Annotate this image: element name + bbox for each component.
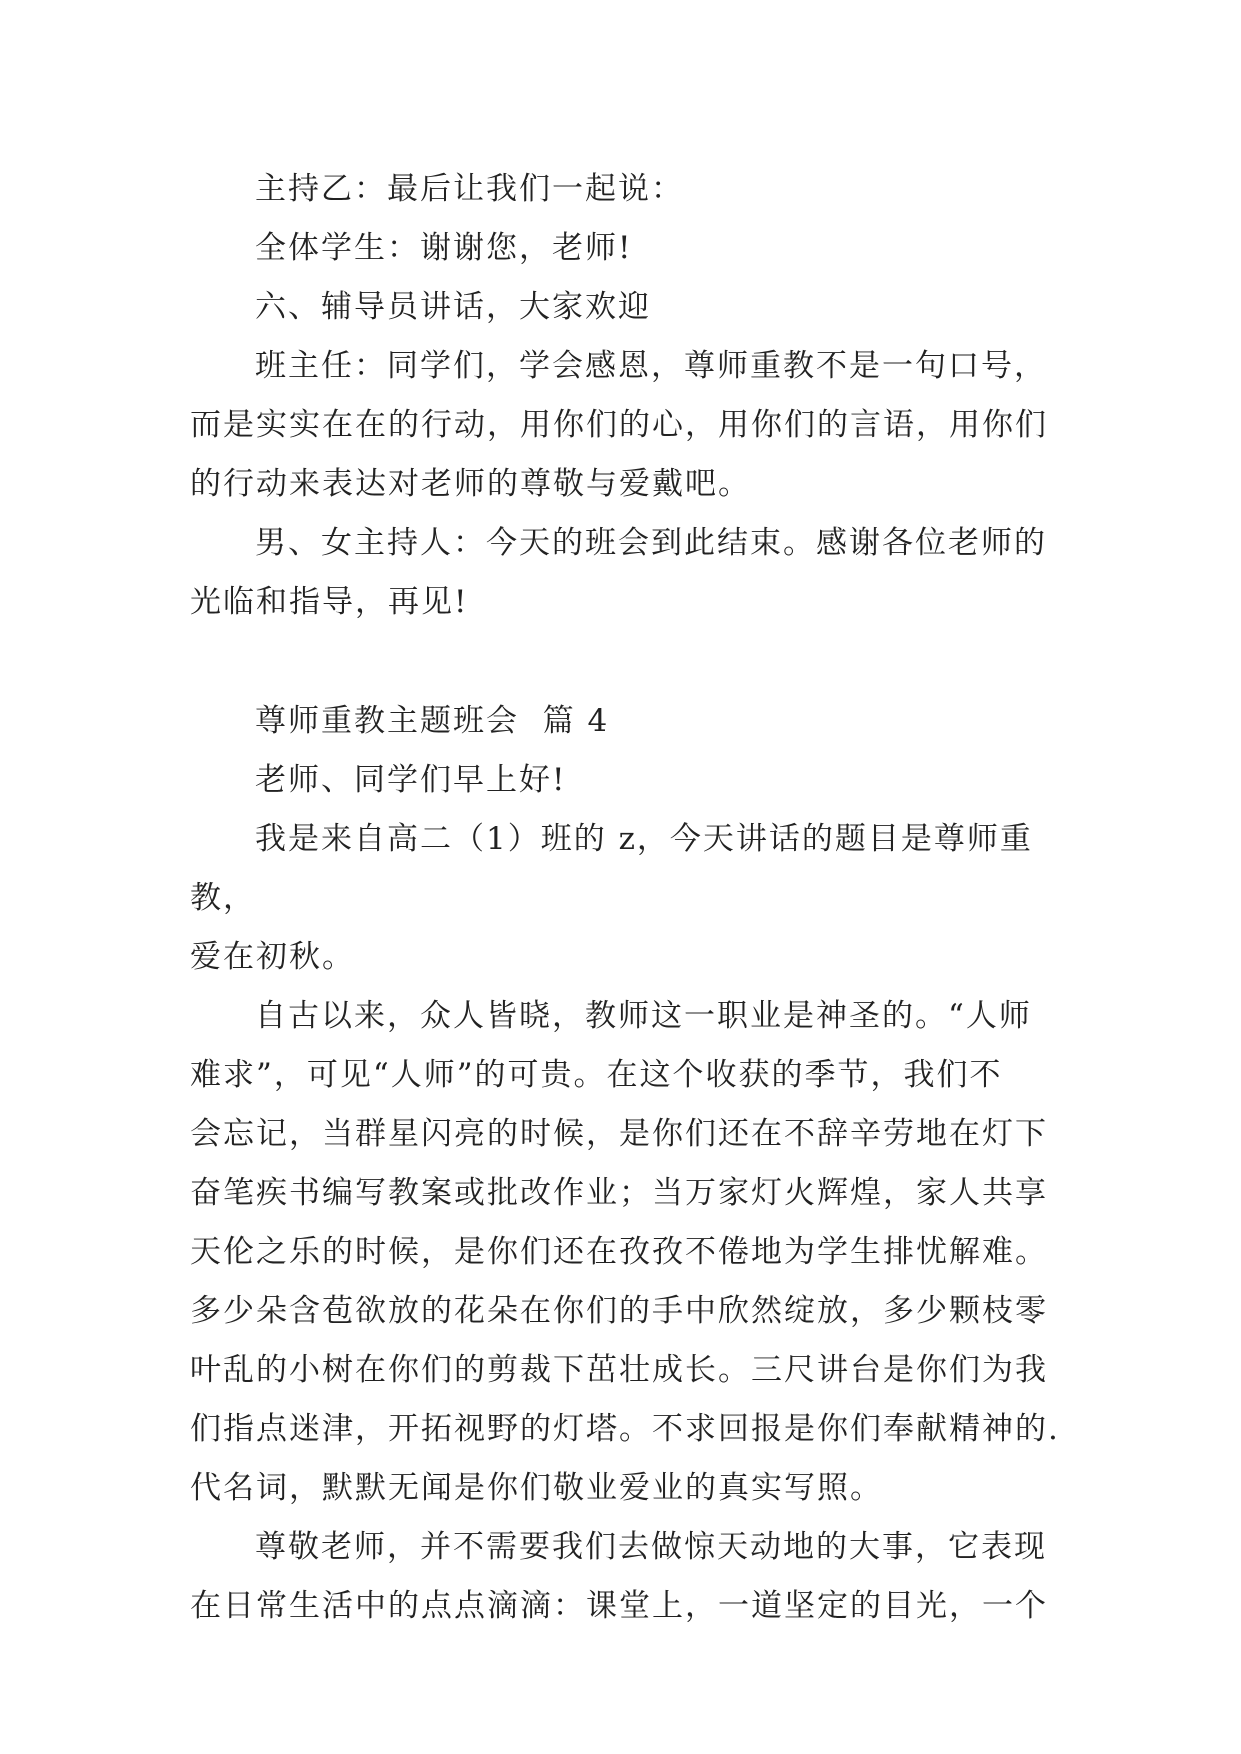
- paragraph: 六、辅导员讲话，大家欢迎: [255, 289, 651, 325]
- paragraph: 自古以来，众人皆晓，教师这一职业是神圣的。“人师 难求”，可见“人师”的可贵。在这个收获的季节，我们不 会忘记，当群星闪亮的时候，是你们还在不辞辛劳地在灯下 奋笔疾书编写教案或批改作业；当万家灯火辉煌，家人共享 天伦之乐的时候，是你们还在孜孜不倦地为学生排忧解难。 多少朵含苞欲放的花朵在你们的手中欣然绽放，多少颗枝零 叶乱的小树在你们的剪裁下茁壮成长。三尺讲台是你们为我 们指点迷津，开拓视野的灯塔。不求回报是你们奉献精神的. 代名词，默默无闻是你们敬业爱业的真实写照。: [190, 998, 1060, 1506]
- document-body: [190, 160, 1070, 1636]
- paragraph: 老师、同学们早上好!: [255, 762, 567, 798]
- paragraph: 全体学生：谢谢您，老师!: [255, 230, 633, 266]
- paragraph: 男、女主持人：今天的班会到此结束。感谢各位老师的 光临和指导，再见!: [190, 525, 1047, 620]
- paragraph: 班主任：同学们，学会感恩，尊师重教不是一句口号， 而是实实在在的行动，用你们的心，用你们的言语，用你们 的行动来表达对老师的尊敬与爱戴吧。: [190, 348, 1048, 502]
- paragraph: 我是来自高二（1）班的 z，今天讲话的题目是尊师重教， 爱在初秋。: [190, 821, 1033, 975]
- paragraph: 主持乙：最后让我们一起说：: [255, 171, 684, 207]
- section-spacer: [190, 632, 1070, 692]
- section-title: 尊师重教主题班会 篇 4: [255, 703, 610, 739]
- paragraph: 尊敬老师，并不需要我们去做惊天动地的大事，它表现 在日常生活中的点点滴滴：课堂上，一道坚定的目光，一个: [190, 1529, 1048, 1624]
